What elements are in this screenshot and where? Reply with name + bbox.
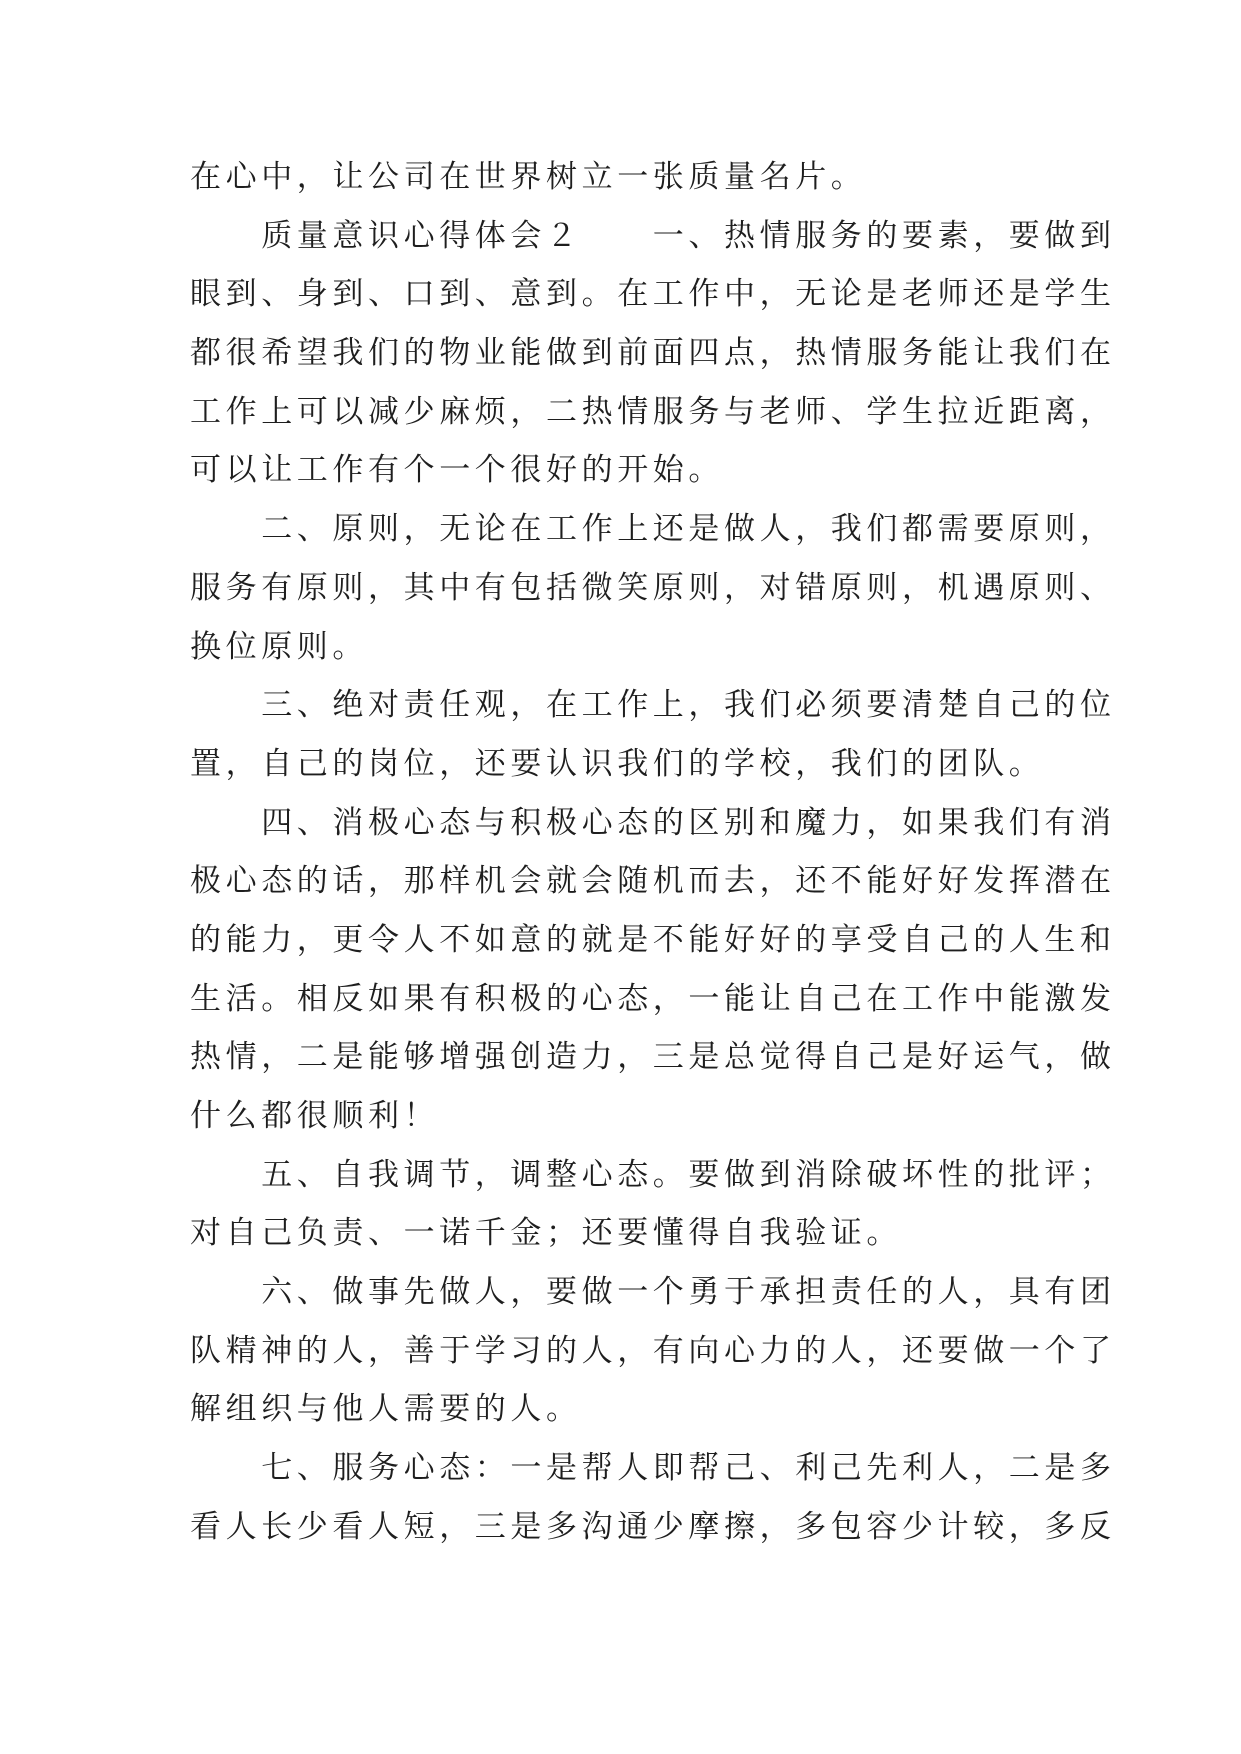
text-line: 热情，二是能够增强创造力，三是总觉得自己是好运气，做 — [190, 1039, 1116, 1076]
text-line: 换位原则。 — [190, 628, 368, 665]
text-line: 生活。相反如果有积极的心态，一能让自己在工作中能激发 — [190, 980, 1116, 1017]
text-line: 的能力，更令人不如意的就是不能好好的享受自己的人生和 — [190, 921, 1116, 958]
text-line: 五、自我调节，调整心态。要做到消除破坏性的批评； — [190, 1156, 1116, 1193]
text-line: 在心中，让公司在世界树立一张质量名片。 — [190, 159, 867, 195]
text-line: 可以让工作有个一个很好的开始。 — [190, 452, 724, 489]
text-line: 七、服务心态：一是帮人即帮己、利己先利人，二是多 — [190, 1450, 1116, 1487]
text-line: 质量意识心得体会２ 一、热情服务的要素，要做到 — [190, 217, 1116, 254]
text-line: 队精神的人，善于学习的人，有向心力的人，还要做一个了 — [190, 1332, 1116, 1369]
text-line: 四、消极心态与积极心态的区别和魔力，如果我们有消 — [190, 804, 1116, 841]
text-line: 眼到、身到、口到、意到。在工作中，无论是老师还是学生 — [190, 276, 1116, 313]
text-line: 极心态的话，那样机会就会随机而去，还不能好好发挥潜在 — [190, 863, 1116, 900]
text-line: 服务有原则，其中有包括微笑原则，对错原则，机遇原则、 — [190, 569, 1116, 606]
text-line: 什么都很顺利！ — [190, 1098, 440, 1134]
text-line: 解组织与他人需要的人。 — [190, 1391, 582, 1428]
text-line: 看人长少看人短，三是多沟通少摩擦，多包容少计较，多反 — [190, 1508, 1116, 1545]
text-line: 对自己负责、一诺千金；还要懂得自我验证。 — [190, 1215, 902, 1252]
text-line: 都很希望我们的物业能做到前面四点，热情服务能让我们在 — [190, 335, 1116, 372]
text-line: 工作上可以减少麻烦，二热情服务与老师、学生拉近距离， — [190, 393, 1116, 430]
text-line: 二、原则，无论在工作上还是做人，我们都需要原则， — [190, 511, 1116, 548]
text-line: 六、做事先做人，要做一个勇于承担责任的人，具有团 — [190, 1274, 1116, 1311]
body-text — [190, 148, 1116, 1557]
text-line: 置，自己的岗位，还要认识我们的学校，我们的团队。 — [190, 745, 1045, 782]
text-line: 三、绝对责任观，在工作上，我们必须要清楚自己的位 — [190, 687, 1116, 724]
